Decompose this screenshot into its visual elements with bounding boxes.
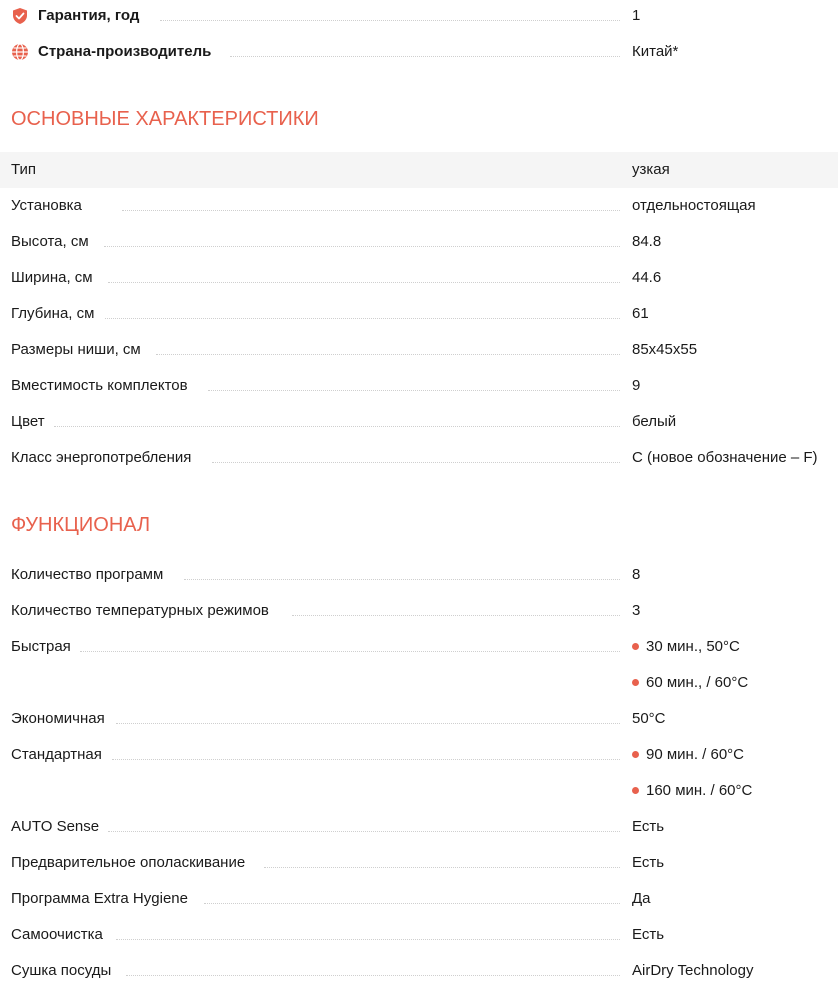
spec-label: Ширина, см — [11, 269, 93, 286]
spec-value-text: 90 мин. / 60°C — [646, 746, 745, 763]
spec-label: Экономичная — [11, 710, 105, 727]
spec-row — [0, 953, 838, 989]
spec-value-text: 30 мин., 50°C — [646, 638, 740, 655]
spec-row — [0, 440, 838, 476]
spec-value: 50°C — [632, 710, 666, 727]
spec-label: Глубина, см — [11, 305, 95, 322]
dotted-leader — [212, 462, 620, 463]
bullet-dot — [632, 787, 639, 794]
spec-value — [632, 773, 752, 809]
spec-value-text: 60 мин., / 60°C — [646, 674, 749, 691]
spec-value: Есть — [632, 818, 665, 835]
section-title-main: ОСНОВНЫЕ ХАРАКТЕРИСТИКИ — [11, 108, 319, 130]
spec-label: Программа Extra Hygiene — [11, 890, 188, 907]
spec-value: 61 — [632, 305, 649, 322]
bullet-dot — [632, 679, 639, 686]
spec-row — [0, 809, 838, 845]
spec-label: Высота, см — [11, 233, 89, 250]
spec-label: Быстрая — [11, 638, 71, 655]
spec-value: AirDry Technology — [632, 962, 754, 979]
dotted-leader — [116, 939, 620, 940]
spec-value: 3 — [632, 602, 641, 619]
dotted-leader — [108, 831, 620, 832]
spec-label: Размеры ниши, см — [11, 341, 141, 358]
dotted-leader — [204, 903, 620, 904]
shield-check-icon — [11, 7, 29, 25]
spec-value — [632, 629, 740, 665]
spec-row — [0, 224, 838, 260]
spec-label: Вместимость комплектов — [11, 377, 188, 394]
dotted-leader — [160, 20, 620, 21]
dotted-leader — [54, 426, 620, 427]
spec-value: Есть — [632, 926, 665, 943]
spec-label: Количество температурных режимов — [11, 602, 269, 619]
spec-value — [632, 737, 744, 773]
dotted-leader — [122, 210, 620, 211]
spec-label: Количество программ — [11, 566, 164, 583]
spec-value: 9 — [632, 377, 641, 394]
spec-label: AUTO Sense — [11, 818, 100, 835]
dotted-leader — [108, 282, 620, 283]
spec-row — [0, 296, 838, 332]
spec-row-country — [0, 34, 838, 70]
spec-value: 44.6 — [632, 269, 662, 286]
spec-label: Класс энергопотребления — [11, 449, 192, 466]
spec-label: Установка — [11, 197, 82, 214]
dotted-leader — [292, 615, 620, 616]
dotted-leader — [126, 975, 620, 976]
spec-label: Цвет — [11, 413, 45, 430]
spec-value-text: 160 мин. / 60°C — [646, 782, 753, 799]
spec-value — [632, 665, 748, 701]
spec-row-warranty — [0, 0, 838, 34]
spec-value: белый — [632, 413, 677, 430]
dotted-leader — [116, 723, 620, 724]
spec-row — [0, 404, 838, 440]
spec-row — [0, 665, 838, 701]
spec-value: отдельностоящая — [632, 197, 756, 214]
dotted-leader — [230, 56, 620, 57]
spec-value: 8 — [632, 566, 641, 583]
dotted-leader — [184, 579, 620, 580]
spec-label: Предварительное ополаскивание — [11, 854, 246, 871]
spec-row — [0, 917, 838, 953]
spec-row — [0, 152, 838, 188]
spec-row — [0, 737, 838, 773]
spec-value: Китай* — [632, 43, 679, 60]
spec-value: 1 — [632, 7, 641, 24]
spec-row — [0, 332, 838, 368]
spec-row — [0, 260, 838, 296]
spec-value: Есть — [632, 854, 665, 871]
globe-icon — [11, 43, 29, 61]
spec-row — [0, 593, 838, 629]
spec-row — [0, 629, 838, 665]
spec-row — [0, 881, 838, 917]
dotted-leader — [104, 246, 620, 247]
spec-label: Гарантия, год — [38, 7, 140, 24]
spec-value: Да — [632, 890, 651, 907]
dotted-leader — [80, 651, 620, 652]
spec-label: Стандартная — [11, 746, 102, 763]
dotted-leader — [208, 390, 620, 391]
section-title-features: ФУНКЦИОНАЛ — [11, 514, 151, 536]
spec-label: Тип — [11, 161, 37, 178]
dotted-leader — [105, 318, 620, 319]
dotted-leader — [156, 354, 620, 355]
bullet-dot — [632, 751, 639, 758]
spec-row — [0, 845, 838, 881]
spec-row — [0, 557, 838, 593]
spec-row — [0, 188, 838, 224]
spec-value: C (новое обозначение – F) — [632, 449, 818, 466]
spec-row — [0, 368, 838, 404]
spec-row — [0, 773, 838, 809]
bullet-dot — [632, 643, 639, 650]
spec-label: Самоочистка — [11, 926, 103, 943]
spec-value: 85x45x55 — [632, 341, 698, 358]
dotted-leader — [112, 759, 620, 760]
spec-row — [0, 701, 838, 737]
spec-label: Страна-производитель — [38, 43, 212, 60]
spec-value: 84.8 — [632, 233, 662, 250]
dotted-leader — [264, 867, 620, 868]
spec-label: Сушка посуды — [11, 962, 112, 979]
spec-value: узкая — [632, 161, 670, 178]
